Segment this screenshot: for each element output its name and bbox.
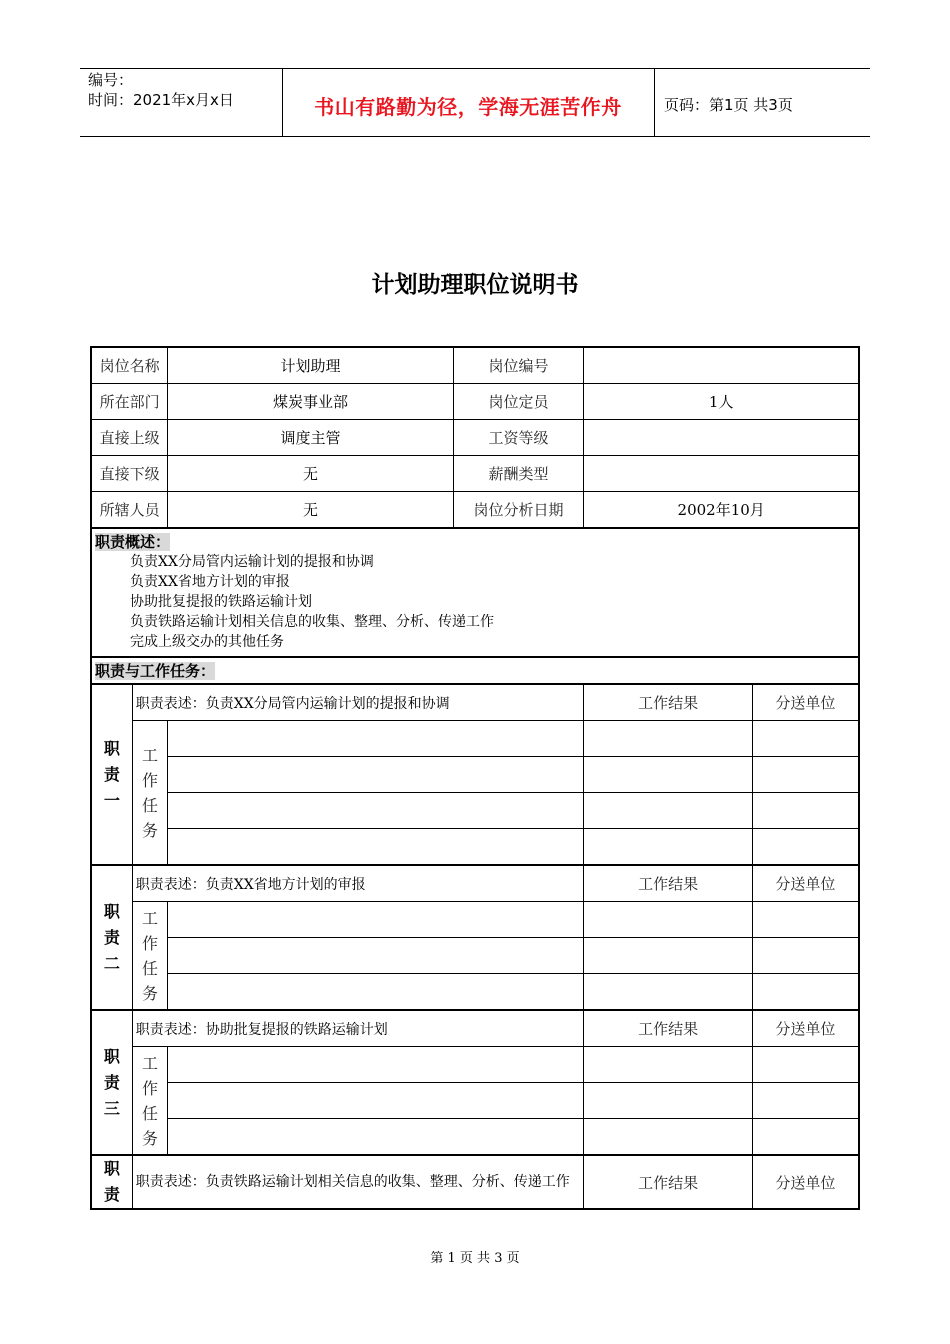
result-cell	[584, 1083, 752, 1119]
dest-header: 分送单位	[752, 1155, 859, 1209]
info-value	[584, 456, 859, 492]
summary-list	[92, 552, 858, 652]
task-cell	[168, 829, 584, 866]
duty-header-row	[91, 684, 859, 721]
duty-header-row	[91, 1155, 859, 1209]
page-footer: 第 1 页 共 3 页	[430, 1251, 520, 1266]
task-row	[91, 1119, 859, 1156]
task-cell	[168, 1083, 584, 1119]
task-cell	[168, 793, 584, 829]
task-cell	[168, 757, 584, 793]
task-cell	[168, 1047, 584, 1083]
dest-cell	[752, 938, 859, 974]
info-label: 岗位分析日期	[453, 492, 584, 529]
dest-header: 分送单位	[752, 865, 859, 902]
task-row	[91, 1047, 859, 1083]
info-label: 直接下级	[91, 456, 168, 492]
dest-cell	[752, 793, 859, 829]
header-motto: 书山有路勤为径，学海无涯苦作舟	[314, 95, 622, 119]
info-label: 所辖人员	[91, 492, 168, 529]
info-value: 计划助理	[168, 347, 453, 384]
result-cell	[584, 902, 752, 938]
result-cell	[584, 1047, 752, 1083]
info-row	[91, 347, 859, 384]
info-label: 所在部门	[91, 384, 168, 420]
dest-cell	[752, 1047, 859, 1083]
doc-number-label: 编号：	[88, 71, 134, 89]
info-value: 无	[168, 492, 453, 529]
info-value	[584, 420, 859, 456]
result-cell	[584, 829, 752, 866]
duties-title: 职责与工作任务：	[91, 657, 859, 684]
dest-cell	[752, 1083, 859, 1119]
duties-heading-row	[91, 657, 859, 684]
duty-label: 职 责 二	[91, 865, 132, 1010]
list-item: 协助批复提报的铁路运输计划	[130, 594, 312, 610]
dest-cell	[752, 757, 859, 793]
info-value: 无	[168, 456, 453, 492]
info-label: 岗位编号	[453, 347, 584, 384]
info-value: 1人	[584, 384, 859, 420]
result-cell	[584, 1119, 752, 1156]
header-divider	[654, 68, 655, 136]
task-cell	[168, 938, 584, 974]
duty-label: 职 责	[91, 1155, 132, 1209]
duty-label: 职 责 一	[91, 684, 132, 865]
header-top-rule	[80, 68, 870, 69]
task-label: 工 作 任 务	[132, 721, 168, 866]
task-label: 工 作 任 务	[132, 1047, 168, 1156]
task-row	[91, 793, 859, 829]
dest-header: 分送单位	[752, 684, 859, 721]
task-cell	[168, 1119, 584, 1156]
task-cell	[168, 721, 584, 757]
duty-header-row	[91, 1010, 859, 1047]
result-cell	[584, 938, 752, 974]
info-value: 煤炭事业部	[168, 384, 453, 420]
info-label: 岗位定员	[453, 384, 584, 420]
doc-time-label: 时间：2021年x月x日	[88, 91, 234, 109]
list-item: 完成上级交办的其他任务	[130, 634, 284, 650]
duty-description: 职责表述：负责XX分局管内运输计划的提报和协调	[132, 684, 584, 721]
task-row	[91, 829, 859, 866]
dest-cell	[752, 1119, 859, 1156]
task-cell	[168, 902, 584, 938]
task-row	[91, 721, 859, 757]
header-page-info: 页码：第1页 共3页	[664, 96, 793, 114]
info-row	[91, 420, 859, 456]
task-row	[91, 902, 859, 938]
result-cell	[584, 757, 752, 793]
list-item: 负责铁路运输计划相关信息的收集、整理、分析、传递工作	[130, 614, 494, 630]
duty-description: 职责表述：负责铁路运输计划相关信息的收集、整理、分析、传递工作	[132, 1155, 584, 1209]
duty-header-row	[91, 865, 859, 902]
dest-cell	[752, 974, 859, 1011]
result-header: 工作结果	[584, 1155, 752, 1209]
info-value	[584, 347, 859, 384]
result-header: 工作结果	[584, 684, 752, 721]
dest-header: 分送单位	[752, 1010, 859, 1047]
info-row	[91, 384, 859, 420]
task-row	[91, 1083, 859, 1119]
dest-cell	[752, 721, 859, 757]
list-item: 负责XX省地方计划的审报	[130, 574, 290, 590]
header-meta	[88, 70, 234, 110]
task-row	[91, 757, 859, 793]
task-row	[91, 974, 859, 1011]
result-cell	[584, 721, 752, 757]
duty-description: 职责表述：负责XX省地方计划的审报	[132, 865, 584, 902]
duty-summary	[91, 528, 859, 657]
info-row	[91, 492, 859, 529]
summary-row	[91, 528, 859, 657]
task-row	[91, 938, 859, 974]
result-cell	[584, 793, 752, 829]
info-value: 调度主管	[168, 420, 453, 456]
duty-label: 职 责 三	[91, 1010, 132, 1155]
header-bottom-rule	[80, 136, 870, 137]
dest-cell	[752, 829, 859, 866]
info-label: 薪酬类型	[453, 456, 584, 492]
dest-cell	[752, 902, 859, 938]
task-label: 工 作 任 务	[132, 902, 168, 1011]
task-cell	[168, 974, 584, 1011]
info-label: 直接上级	[91, 420, 168, 456]
summary-title: 职责概述：	[95, 533, 171, 551]
duty-description: 职责表述：协助批复提报的铁路运输计划	[132, 1010, 584, 1047]
result-cell	[584, 974, 752, 1011]
job-description-table	[90, 346, 860, 1210]
info-value: 2002年10月	[584, 492, 859, 529]
info-label: 岗位名称	[91, 347, 168, 384]
info-row	[91, 456, 859, 492]
list-item: 负责XX分局管内运输计划的提报和协调	[130, 554, 374, 570]
info-label: 工资等级	[453, 420, 584, 456]
page-title: 计划助理职位说明书	[371, 272, 579, 298]
result-header: 工作结果	[584, 1010, 752, 1047]
result-header: 工作结果	[584, 865, 752, 902]
